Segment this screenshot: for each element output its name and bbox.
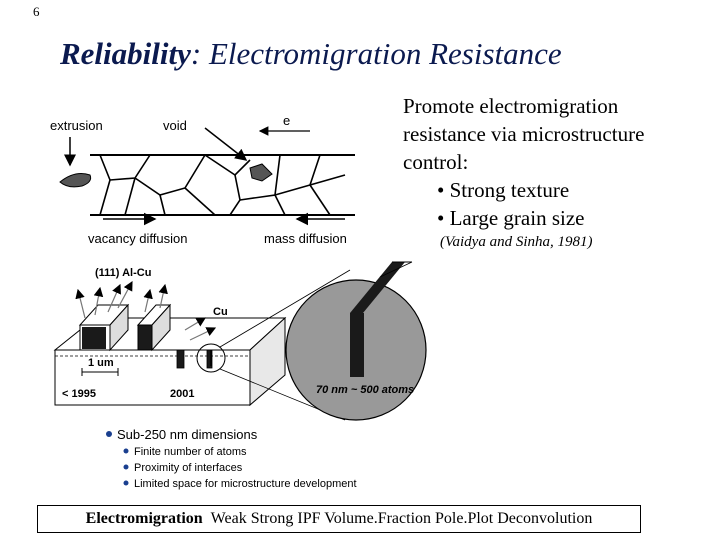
cu-label: Cu xyxy=(213,306,228,318)
grain-boundaries xyxy=(100,155,345,215)
citation-text: Vaidya and Sinha, 1981 xyxy=(445,234,588,250)
sub-bullet-1: Finite number of atoms xyxy=(134,446,247,458)
slide-number: 6 xyxy=(33,4,40,19)
sub-bullet-dot-3 xyxy=(124,481,129,486)
interconnect-block xyxy=(55,282,285,405)
title-rest: : Electromigration Resistance xyxy=(190,36,562,71)
extrusion-shape xyxy=(60,174,91,187)
main-bullet: Sub-250 nm dimensions xyxy=(117,427,258,442)
keyword-rest: Weak Strong IPF Volume.Fraction Pole.Plot Deconvolution xyxy=(210,510,593,527)
citation: (Vaidya and Sinha, 1981) xyxy=(440,234,593,250)
bullet-strong-texture: • Strong texture xyxy=(437,178,570,202)
title-emphasis: Reliability xyxy=(60,36,191,71)
keyword-main: Electromigration xyxy=(85,510,203,527)
interconnect-figure xyxy=(60,155,355,215)
year-1995-label: < 1995 xyxy=(62,388,96,400)
keyword-box xyxy=(37,505,641,533)
nano-label: 70 nm ~ 500 atoms xyxy=(316,384,415,396)
void-shape xyxy=(250,164,272,181)
mass-diffusion-label: mass diffusion xyxy=(264,231,347,246)
intro-line-2: resistance via microstructure xyxy=(403,122,645,146)
sub-bullet-dot-2 xyxy=(124,465,129,470)
electron-label: e xyxy=(283,113,291,128)
extrusion-label: extrusion xyxy=(50,118,103,133)
texture-label: (111) Al-Cu xyxy=(95,267,152,279)
sub-bullet-2: Proximity of interfaces xyxy=(134,462,243,474)
year-2001-label: 2001 xyxy=(170,388,195,400)
sub-bullet-3: Limited space for microstructure development xyxy=(134,478,357,490)
intro-line-1: Promote electromigration xyxy=(403,94,619,118)
sub-bullet-dot-1 xyxy=(124,449,129,454)
bullet-large-grain: • Large grain size xyxy=(437,206,585,230)
void-label: void xyxy=(163,118,187,133)
intro-line-3: control: xyxy=(403,150,469,174)
vacancy-diffusion-label: vacancy diffusion xyxy=(88,231,188,246)
scale-label: 1 um xyxy=(88,357,114,369)
main-bullet-dot xyxy=(106,431,112,437)
